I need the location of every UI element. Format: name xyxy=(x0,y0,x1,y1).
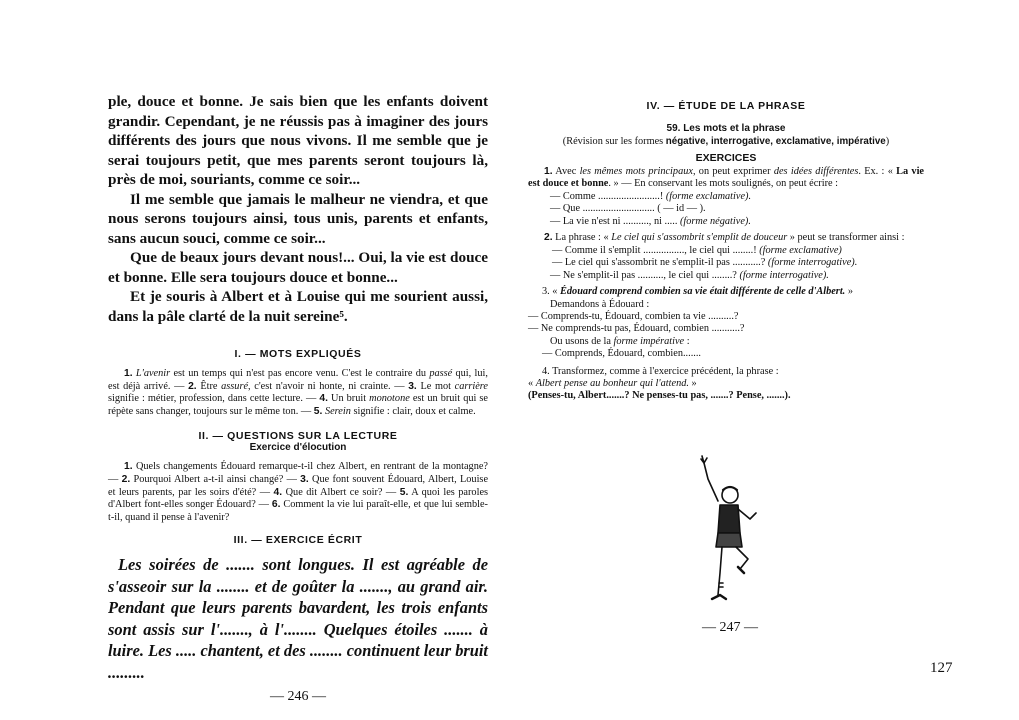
text: (forme interrogative). xyxy=(739,269,829,281)
text: La vie est douce et bonne xyxy=(528,165,925,190)
text: Être xyxy=(196,380,222,392)
exercise-instruction xyxy=(528,232,924,245)
raised-arm xyxy=(704,463,718,501)
item-number: 5. xyxy=(399,486,409,498)
paragraph: Et je souris à Albert et à Louise qui me sourient aussi, dans la pâle clarté de la nuit sereine⁵. xyxy=(108,288,488,325)
explained-term: passé xyxy=(429,368,453,379)
item-number: 4. xyxy=(319,393,328,405)
item-number: 2. xyxy=(188,380,197,392)
exercise-line xyxy=(528,270,924,282)
text: (forme exclamative) xyxy=(759,244,842,256)
page-number-right: — 247 — xyxy=(702,620,758,635)
text: A quoi les paroles d'Albert font-elles songer Édouard? — xyxy=(108,486,489,511)
exercise-line xyxy=(528,245,924,258)
reading-questions xyxy=(108,461,488,524)
text: — Le ciel qui s'assombrit ne s'emplit-il pas ...........? xyxy=(552,257,768,269)
item-number: 6. xyxy=(271,499,281,511)
paragraph: Que de beaux jours devant nous!... Oui, la vie est douce et bonne. Elle sera toujours douce et bonne... xyxy=(108,249,488,286)
text: . » — En conservant les mots soulignés, on peut écrire : xyxy=(608,178,839,190)
text: Que font souvent Édouard, Albert, Louise et leurs parents, par les soirs d'été? — xyxy=(108,473,489,498)
exercise-line xyxy=(528,216,924,228)
text: — Comme il s'emplit ................, le ciel qui ........! xyxy=(552,244,760,256)
text: » peut se transformer ainsi : xyxy=(787,232,905,243)
raised-hand xyxy=(701,456,707,463)
explained-term: monotone xyxy=(369,393,410,405)
exercise-1 xyxy=(528,166,924,228)
exercise-4 xyxy=(528,366,924,403)
exercise-instruction xyxy=(528,366,924,378)
exercise-line: — Que ............................ ( — id — ). xyxy=(550,203,706,215)
text: « xyxy=(528,378,536,390)
exercise-line xyxy=(528,191,924,203)
text: — La vie n'est ni .........., ni ..... xyxy=(550,215,680,227)
text: — Ne s'emplit-il pas .........., le ciel qui ........? xyxy=(550,269,740,281)
left-page xyxy=(108,92,488,705)
text: : xyxy=(684,335,690,347)
raised-leg xyxy=(736,547,748,569)
exercise-instruction xyxy=(528,166,924,191)
item-number: 3. xyxy=(542,286,550,298)
explained-term: carrière xyxy=(454,380,488,392)
text: . Ex. : « xyxy=(858,165,897,177)
exercise-line: — Comprends-tu, Édouard, combien ta vie ..........? xyxy=(528,311,739,322)
item-number: 4. xyxy=(542,365,550,377)
text: signifie : clair, doux et calme. xyxy=(350,405,476,417)
item-number: 3. xyxy=(408,380,417,392)
lesson-title: 59. Les mots et la phrase xyxy=(666,123,786,134)
exercise-line xyxy=(528,378,924,390)
text: est un temps qui n'est pas encore venu. C'est le contraire du xyxy=(170,368,430,379)
text: Ou usons de la xyxy=(550,335,614,347)
text: — Comme ........................! xyxy=(550,190,666,202)
text: est un bruit qui se répète sans changer, toujours sur le même ton. — xyxy=(108,393,488,417)
exercise-line: — Comprends, Édouard, combien....... xyxy=(542,348,702,360)
text: Albert pense au bonheur qui l'attend. xyxy=(535,378,689,390)
text: « xyxy=(549,286,561,298)
explained-words xyxy=(108,368,488,418)
exercise-line: — Ne comprends-tu pas, Édouard, combien ...........? xyxy=(528,323,745,335)
text: Comment la vie lui paraît-elle, et que lui semble-t-il, quand il pense à l'avenir? xyxy=(108,499,488,523)
exercise-line xyxy=(528,257,924,270)
text: Transformez, comme à l'exercice précédent, la phrase : xyxy=(549,365,779,377)
text: La phrase : « xyxy=(552,232,612,243)
item-number: 1. xyxy=(124,461,133,473)
text: Le ciel qui s'assombrit s'emplit de douceur xyxy=(611,232,788,243)
text: négative, interrogative, exclamative, impérative xyxy=(665,136,886,147)
text: Quels changements Édouard remarque-t-il chez Albert, en rentrant de la montagne? — xyxy=(108,461,488,485)
text: ) xyxy=(885,136,890,147)
torso xyxy=(718,505,740,533)
exercise-2 xyxy=(528,232,924,282)
text: (forme interrogative). xyxy=(767,257,858,269)
exercise-line: Demandons à Édouard : xyxy=(550,298,650,310)
item-number: 4. xyxy=(273,486,283,498)
item-number: 3. xyxy=(300,473,309,485)
paragraph: ple, douce et bonne. Je sais bien que les enfants doivent grandir. Cependant, je ne réussis pas à imaginer des jours différents des jours que nous vivons. Il me semble que je serai toujours petit, que mes parents seront toujours là, près de moi, souriants, comme ce soir... xyxy=(108,93,488,188)
exercise-line xyxy=(528,336,924,348)
exercise-3 xyxy=(528,286,924,360)
text: (forme négative). xyxy=(679,215,751,227)
section-heading-questions: II. — QUESTIONS SUR LA LECTURE xyxy=(198,430,398,443)
section-subheading-elocution: Exercice d'élocution xyxy=(249,442,347,454)
page-number-left: — 246 — xyxy=(270,689,326,705)
item-number: 1. xyxy=(544,165,553,177)
fill-in-text: Les soirées de ....... sont longues. Il est agréable de s'asseoir sur la ........ et de goûter la ......., au grand air. Pendant que leurs parents bavardent, les trois enfants sont assis sur l'......., à l'........ Quelques étoiles ....... à luire. Les ..... chantent, et des ........ continuent leur bruit ......... xyxy=(108,555,488,682)
text: signifie : métier, profession, dans cette lecture. — xyxy=(108,393,320,405)
text: » xyxy=(845,286,853,298)
text: (Révision sur les formes xyxy=(562,136,666,147)
text: Avec xyxy=(552,165,580,177)
section-heading-etude-phrase: IV. — ÉTUDE DE LA PHRASE xyxy=(646,100,806,112)
text: Pourquoi Albert a-t-il ainsi changé? — xyxy=(130,473,301,485)
reading-passage xyxy=(108,92,488,326)
dancing-boy-illustration xyxy=(690,455,762,605)
item-number: 1. xyxy=(124,368,133,379)
revision-note xyxy=(528,136,924,149)
explained-term: L'avenir xyxy=(135,368,171,379)
item-number: 2. xyxy=(544,232,553,243)
text: forme impérative xyxy=(613,335,685,347)
text: , on peut exprimer xyxy=(692,165,774,177)
side-arm xyxy=(738,509,756,519)
text: Le mot xyxy=(416,380,455,392)
text: Édouard comprend combien sa vie était différente de celle d'Albert. xyxy=(560,286,846,298)
paragraph: Il me semble que jamais le malheur ne viendra, et que nous serons toujours ainsi, tous unis, parents et enfants, sans aucun souci, comme ce soir... xyxy=(108,190,488,247)
exercise-line: (Penses-tu, Albert.......? Ne penses-tu pas, .......? Pense, .......). xyxy=(528,390,791,402)
item-number: 2. xyxy=(121,473,131,485)
text: (forme exclamative). xyxy=(665,190,752,202)
exercise-instruction xyxy=(528,286,924,298)
explained-term: Serein xyxy=(324,405,351,417)
scan-page-number: 127 xyxy=(930,660,953,676)
item-number: 5. xyxy=(313,405,323,417)
text: qui, lui, est déjà arrivé. — xyxy=(108,368,488,392)
right-page xyxy=(528,100,924,403)
text: , c'est n'avoir ni honte, ni crainte. — xyxy=(248,380,409,392)
text: les mêmes mots principaux xyxy=(579,165,693,177)
foot xyxy=(712,595,726,599)
section-heading-exercice-ecrit: III. — EXERCICE ÉCRIT xyxy=(233,534,363,547)
written-exercise xyxy=(108,554,488,683)
text: Que dit Albert ce soir? — xyxy=(282,486,400,498)
text: » xyxy=(688,378,697,390)
exercises-heading: EXERCICES xyxy=(695,151,757,164)
section-heading-mots-expliques: I. — MOTS EXPLIQUÉS xyxy=(234,348,362,360)
text: des idées différentes xyxy=(773,165,859,177)
explained-term: assuré xyxy=(221,380,249,392)
shorts xyxy=(716,533,742,547)
text: Un bruit xyxy=(327,393,370,405)
